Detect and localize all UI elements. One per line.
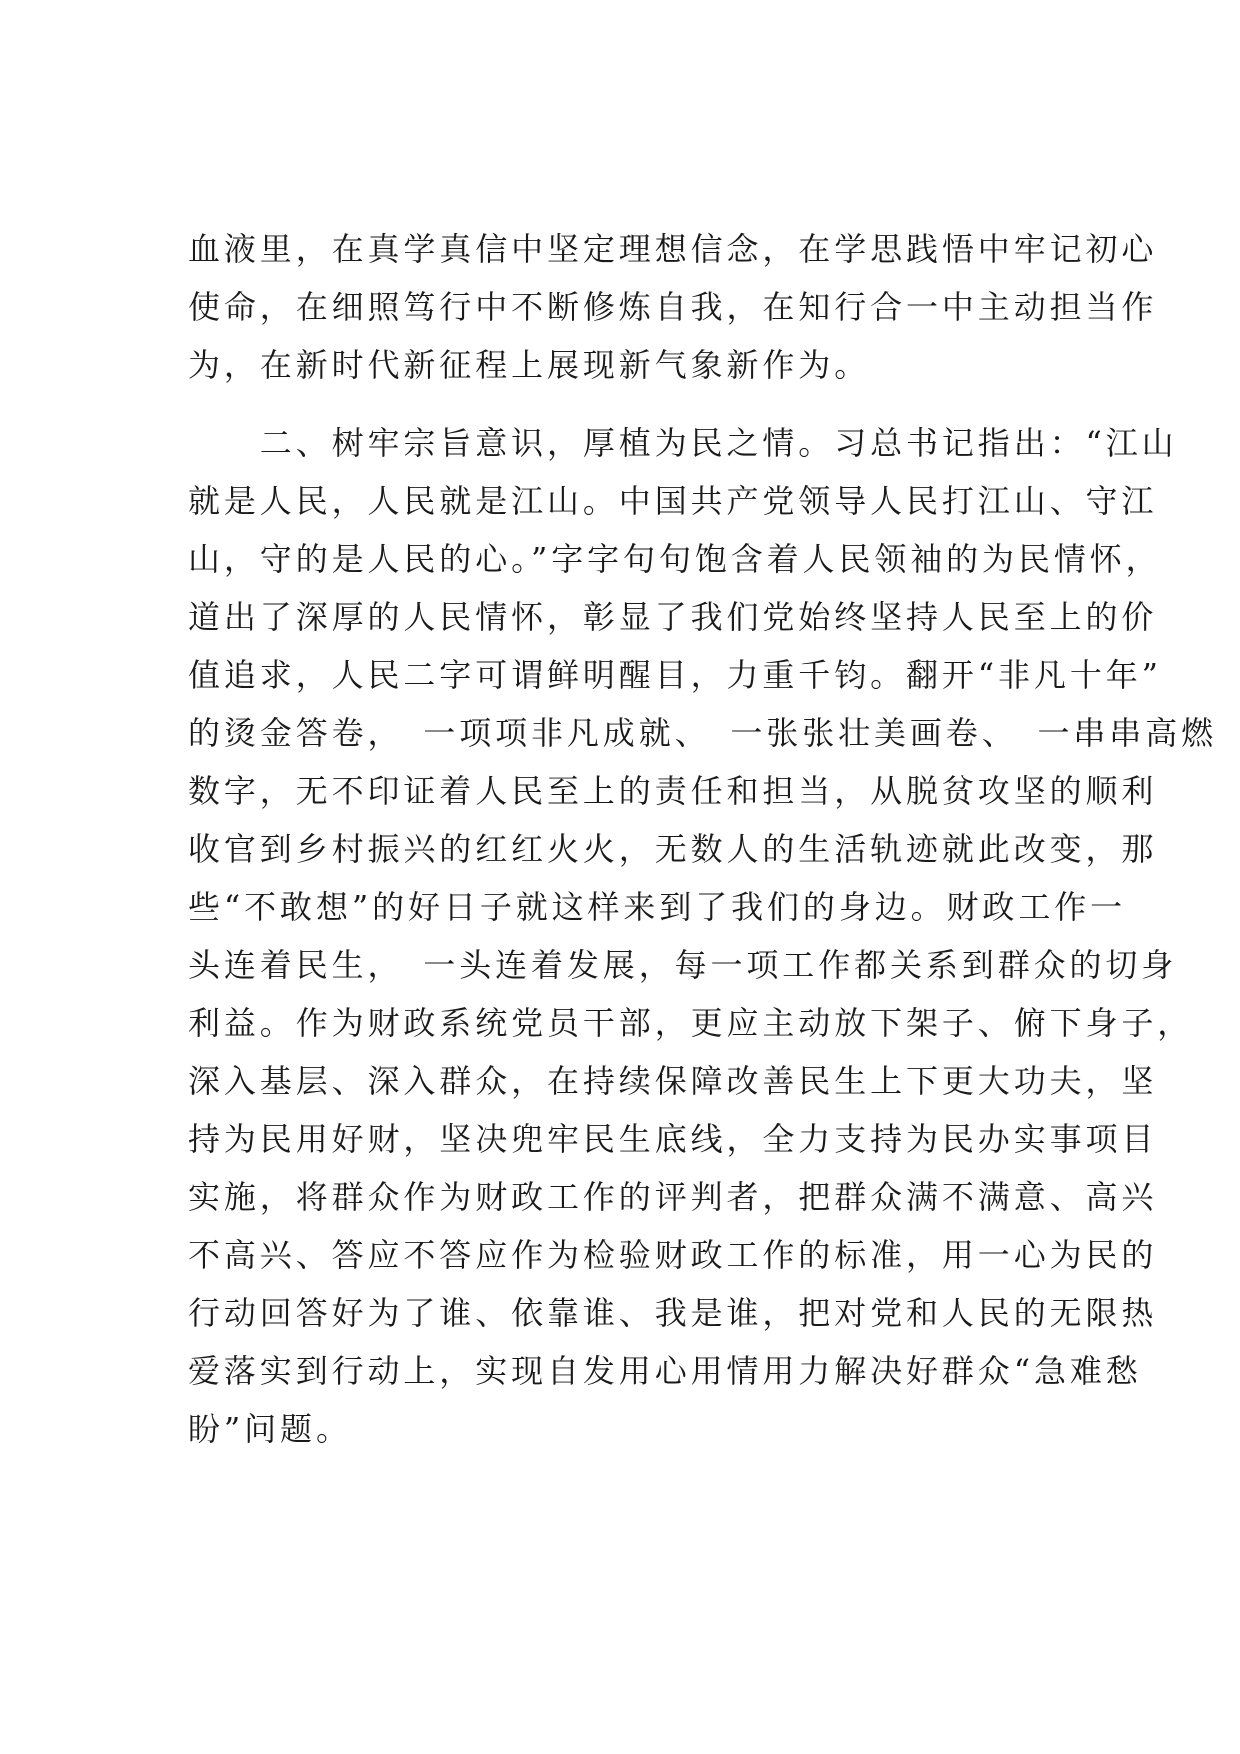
text-line: 二、树牢宗旨意识，厚植为民之情。习总书记指出：“江山 [188,424,1178,462]
text-line: 实施，将群众作为财政工作的评判者，把群众满不满意、高兴 [188,1178,1158,1216]
text-line: 血液里，在真学真信中坚定理想信念，在学思践悟中牢记初心 [188,230,1158,268]
text-line: 山，守的是人民的心。”字字句句饱含着人民领袖的为民情怀， [188,540,1162,578]
text-line: 利益。作为财政系统党员干部，更应主动放下架子、俯下身子， [188,1004,1194,1042]
text-line: 道出了深厚的人民情怀，彰显了我们党始终坚持人民至上的价 [188,598,1158,636]
text-line: 行动回答好为了谁、依靠谁、我是谁，把对党和人民的无限热 [188,1294,1158,1332]
paragraph-spacer [188,394,1068,414]
text-line: 盼”问题。 [188,1410,352,1448]
text-line: 深入基层、深入群众，在持续保障改善民生上下更大功夫，坚 [188,1062,1158,1100]
document-body [188,220,1218,1458]
paragraph-continuation [188,220,1158,394]
text-line: 收官到乡村振兴的红红火火，无数人的生活轨迹就此改变，那 [188,830,1158,868]
text-line: 值追求，人民二字可谓鲜明醒目，力重千钧。翻开“非凡十年” [188,656,1162,694]
text-line: 些“不敢想”的好日子就这样来到了我们的身边。财政工作一 [188,888,1127,926]
text-line: 数字，无不印证着人民至上的责任和担当，从脱贫攻坚的顺利 [188,772,1158,810]
paragraph-section-two [188,414,1218,1458]
text-line: 使命，在细照笃行中不断修炼自我，在知行合一中主动担当作 [188,288,1158,326]
text-line: 就是人民，人民就是江山。中国共产党领导人民打江山、守江 [188,482,1158,520]
text-line: 的烫金答卷， 一项项非凡成就、 一张张壮美画卷、 一串串高燃 [188,714,1218,752]
text-line: 持为民用好财，坚决兜牢民生底线，全力支持为民办实事项目 [188,1120,1158,1158]
text-line: 不高兴、答应不答应作为检验财政工作的标准，用一心为民的 [188,1236,1158,1274]
text-line: 为，在新时代新征程上展现新气象新作为。 [188,346,871,384]
text-line: 头连着民生， 一头连着发展，每一项工作都关系到群众的切身 [188,946,1178,984]
text-line: 爱落实到行动上，实现自发用心用情用力解决好群众“急难愁 [188,1352,1142,1390]
